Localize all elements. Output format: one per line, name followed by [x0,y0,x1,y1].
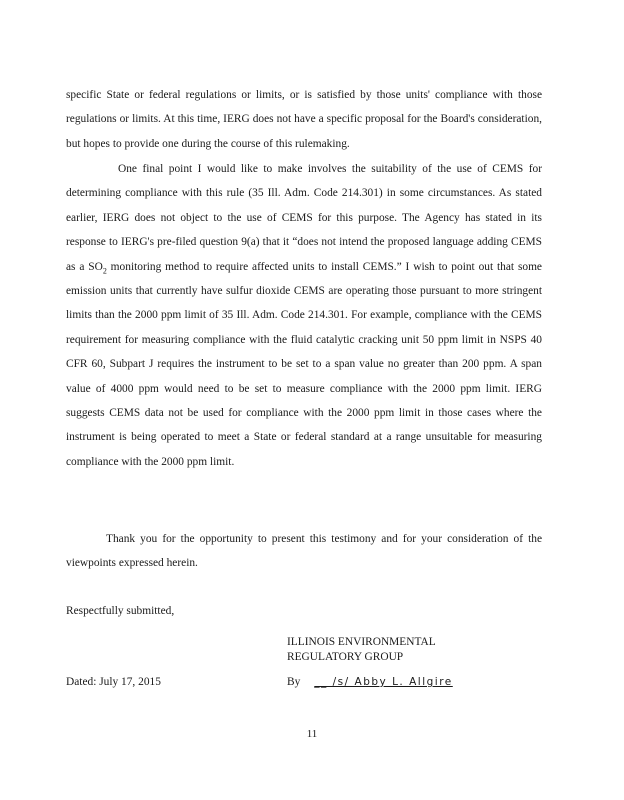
paragraph-cems-text-part2: monitoring method to require affected units to install CEMS.” I wish to point out that some emission units that currently have sulfur dioxide CEMS are operating those pursuant to more stringent limits than the 2000 ppm limit of 35 Ill. Adm. Code 214.301. For example, compliance with the CEMS requirement for measuring compliance with the fluid catalytic cracking unit 50 ppm limit in NSPS 40 CFR 60, Subpart J requires the instrument to be set to a span value no greater than 200 ppm. A span value of 4000 ppm would need to be set to measure compliance with the 2000 ppm limit. IERG suggests CEMS data not be used for compliance with the 2000 ppm limit in those cases where the instrument is being operated to meet a State or federal standard at a range unsuitable for measuring compliance with the 2000 ppm limit. [66,260,542,468]
page-number: 11 [306,728,318,740]
so2-subscript: 2 [102,265,107,275]
organization-line-1: ILLINOIS ENVIRONMENTAL [287,636,436,648]
respectfully-submitted: Respectfully submitted, [66,605,175,617]
date-line: Dated: July 17, 2015 [66,676,161,688]
paragraph-thank-you: Thank you for the opportunity to present this testimony and for your consideration of the viewpoints expressed herein. [66,533,542,570]
signature: __ /s/ Abby L. Allgire [314,676,453,688]
paragraph-regulations: specific State or federal regulations or limits, or is satisfied by those units' compliance with those regulations or limits. At this time, IERG does not have a specific proposal for the Board's consideration, but hopes to provide one during the course of this rulemaking. [66,89,542,150]
organization-block [287,635,436,664]
organization-line-2: REGULATORY GROUP [287,650,404,663]
by-label: By [287,676,301,688]
signature-line [287,676,453,688]
paragraph-cems-suitability [66,157,542,474]
paragraph-cems-text-part1: One final point I would like to make involves the suitability of the use of CEMS for determining compliance with this rule (35 Ill. Adm. Code 214.301) in some circumstances. As stated earlier, IERG does not object to the use of CEMS for this purpose. The Agency has stated in its response to IERG's pre-filed question 9(a) that it “does not intend the proposed language adding CEMS as a SO [66,163,542,273]
